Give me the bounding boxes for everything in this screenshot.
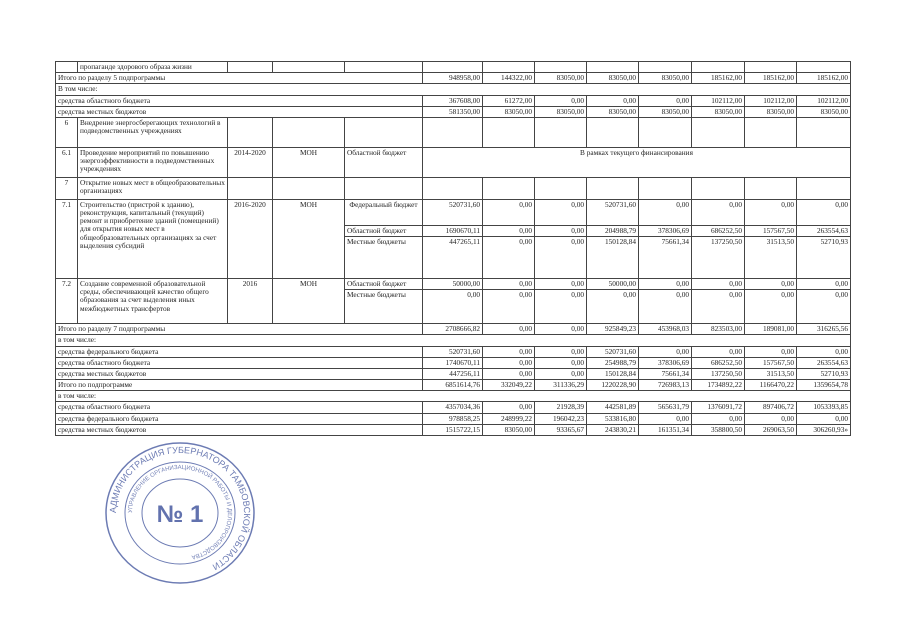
seal-number: № 1 bbox=[156, 501, 204, 528]
row-label: Итого по разделу 7 подпрограммы bbox=[56, 324, 423, 335]
item-number: 7.1 bbox=[56, 199, 78, 278]
funding-source: Областной бюджет bbox=[345, 279, 423, 290]
table-row bbox=[56, 391, 851, 402]
summary-row: Итого по подпрограмме 6851614,76 332049,22 311336,29 1220228,90 726983,13 1734892,22 1166470,22 1359654,78 bbox=[56, 380, 851, 391]
funding-source: Областной бюджет bbox=[345, 225, 423, 236]
item-number: 7 bbox=[56, 177, 78, 199]
row-label: В том числе: bbox=[56, 84, 851, 95]
table-row bbox=[56, 62, 851, 73]
funding-source: Федеральный бюджет bbox=[345, 199, 423, 225]
table-row: Областной бюджет 1690670,11 0,00 0,00 204988,79 378306,69 686252,50 157567,50 263554,63 bbox=[56, 225, 851, 236]
row-label: средства областного бюджета bbox=[56, 95, 423, 106]
item-executor: МОН bbox=[273, 199, 345, 278]
table-row: 7.2 Создание современной образовательной среды, обеспечивающей качество общего образования за счет выделения иных межбюджетных трансфертов 2016 МОН Областной бюджет 50000,00 0,00 0,00 50000,00 0,00 0,00 0,00 0,00 bbox=[56, 279, 851, 290]
item-name: Строительство (пристрой к зданию), реконструкция, капитальный (текущий) ремонт и приобретение зданий (помещений) для открытия новых мест в общеобразовательных организациях за счет выделения субсидий bbox=[78, 199, 228, 278]
row-label: в том числе: bbox=[56, 391, 851, 402]
table-row: средства местных бюджетов 447256,11 0,00 0,00 150128,84 75661,34 137250,50 31513,50 52710,93 bbox=[56, 368, 851, 379]
item-period: 2016 bbox=[228, 279, 273, 324]
row-label: средства федерального бюджета bbox=[56, 346, 423, 357]
table-row bbox=[56, 84, 851, 95]
row-label: в том числе: bbox=[56, 335, 851, 346]
row-label: Итого по подпрограмме bbox=[56, 380, 423, 391]
seal-inner-text: УПРАВЛЕНИЕ ОРГАНИЗАЦИОННОЙ РАБОТЫ И ДЕЛОПРОИЗВОДСТВА bbox=[127, 464, 233, 560]
item-period: 2014-2020 bbox=[228, 147, 273, 177]
table-row bbox=[56, 117, 851, 147]
financing-note: В рамках текущего финансирования bbox=[423, 147, 851, 177]
row-label: пропаганде здорового образа жизни bbox=[78, 62, 228, 73]
table-row: Местные бюджеты 447265,11 0,00 0,00 150128,84 75661,34 137250,50 31513,50 52710,93 bbox=[56, 237, 851, 279]
table-row bbox=[56, 147, 851, 177]
row-label: средства местных бюджетов bbox=[56, 106, 423, 117]
funding-source: Областной бюджет bbox=[345, 147, 423, 177]
table-row: средства местных бюджетов 1515722,15 83050,00 93365,67 243830,21 161351,34 358800,50 269063,50 306260,93» bbox=[56, 424, 851, 435]
table-row: 7.1 Строительство (пристрой к зданию), реконструкция, капитальный (текущий) ремонт и приобретение зданий (помещений) для открытия новых мест в общеобразовательных организациях за счет выделения субсидий 2016-2020 МОН Федеральный бюджет 520731,60 0,00 0,00 520731,60 0,00 0,00 0,00 0,00 bbox=[56, 199, 851, 225]
item-number: 6.1 bbox=[56, 147, 78, 177]
item-number: 7.2 bbox=[56, 279, 78, 324]
table-row: средства областного бюджета 367608,00 61272,00 0,00 0,00 0,00 102112,00 102112,00 102112,00 bbox=[56, 95, 851, 106]
item-executor: МОН bbox=[273, 279, 345, 324]
funding-source: Местные бюджеты bbox=[345, 290, 423, 324]
table-row: средства федерального бюджета 978858,25 248999,22 196042,23 533816,80 0,00 0,00 0,00 0,00 bbox=[56, 413, 851, 424]
row-label: средства местных бюджетов bbox=[56, 368, 423, 379]
row-label: средства областного бюджета bbox=[56, 357, 423, 368]
item-name: Проведение мероприятий по повышению энергоэффективности в подведомственных учреждениях bbox=[78, 147, 228, 177]
summary-row: Итого по разделу 5 подпрограммы 948958,00 144322,00 83050,00 83050,00 83050,00 185162,00 185162,00 185162,00 bbox=[56, 73, 851, 84]
table-row: средства местных бюджетов 581350,00 83050,00 83050,00 83050,00 83050,00 83050,00 83050,00 83050,00 bbox=[56, 106, 851, 117]
table-row bbox=[56, 177, 851, 199]
official-seal-stamp bbox=[100, 438, 260, 588]
item-number: 6 bbox=[56, 117, 78, 147]
budget-table bbox=[55, 61, 851, 436]
funding-source: Местные бюджеты bbox=[345, 237, 423, 279]
item-name: Создание современной образовательной среды, обеспечивающей качество общего образования за счет выделения иных межбюджетных трансфертов bbox=[78, 279, 228, 324]
item-name: Внедрение энергосберегающих технологий в подведомственных учреждениях bbox=[78, 117, 228, 147]
row-label: средства федерального бюджета bbox=[56, 413, 423, 424]
row-label: средства областного бюджета bbox=[56, 402, 423, 413]
table-row: средства областного бюджета 4357034,36 0,00 21928,39 442581,89 565631,79 1376091,72 897406,72 1053393,85 bbox=[56, 402, 851, 413]
item-executor: МОН bbox=[273, 147, 345, 177]
item-name: Открытие новых мест в общеобразовательных организациях bbox=[78, 177, 228, 199]
item-period: 2016-2020 bbox=[228, 199, 273, 278]
table-row: Местные бюджеты 0,00 0,00 0,00 0,00 0,00 0,00 0,00 0,00 bbox=[56, 290, 851, 324]
table-row: средства федерального бюджета 520731,60 0,00 0,00 520731,60 0,00 0,00 0,00 0,00 bbox=[56, 346, 851, 357]
table-row bbox=[56, 335, 851, 346]
summary-row: Итого по разделу 7 подпрограммы 2708666,82 0,00 0,00 925849,23 453968,03 823503,00 189081,00 316265,56 bbox=[56, 324, 851, 335]
seal-ring-text: АДМИНИСТРАЦИЯ ГУБЕРНАТОРА ТАМБОВСКОЙ ОБЛАСТИ bbox=[107, 444, 253, 573]
table-row: средства областного бюджета 1740670,11 0,00 0,00 254988,79 378306,69 686252,50 157567,50 263554,63 bbox=[56, 357, 851, 368]
row-label: средства местных бюджетов bbox=[56, 424, 423, 435]
row-label: Итого по разделу 5 подпрограммы bbox=[56, 73, 423, 84]
